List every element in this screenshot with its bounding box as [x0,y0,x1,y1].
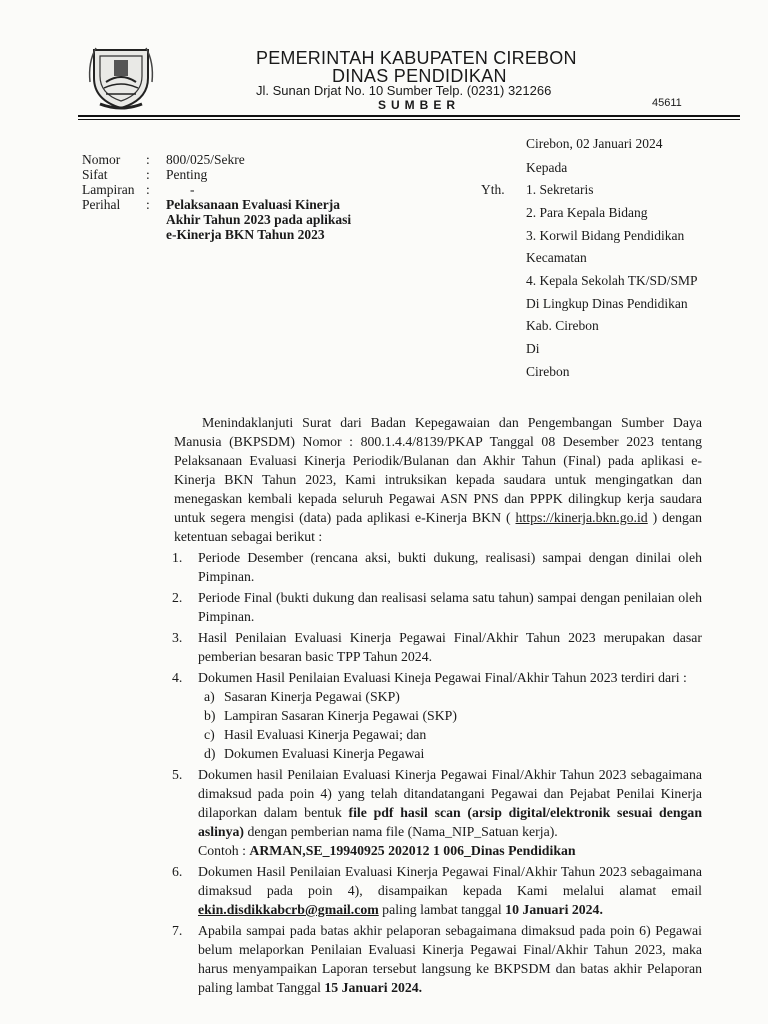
recipient-line: Kab. Cirebon [526,318,599,333]
meta-row-lampiran [82,182,420,197]
colon: : [146,152,150,167]
example-label: Contoh : [198,843,250,858]
letterhead-government: PEMERINTAH KABUPATEN CIREBON [256,48,577,68]
letterhead-address: Jl. Sunan Drjat No. 10 Sumber Telp. (0231) 321266 [256,83,552,98]
nomor-label: Nomor [82,152,121,167]
lampiran-value: - [190,182,195,197]
opening-paragraph [174,413,702,546]
item-text-main: Dokumen Hasil Penilaian Evaluasi Kineja Pegawai Final/Akhir Tahun 2023 terdiri dari : [198,670,687,685]
recipient-line: 4. Kepala Sekolah TK/SD/SMP [526,273,698,288]
recipient-line: 3. Korwil Bidang Pendidikan [526,228,685,243]
perihal-line: Pelaksanaan Evaluasi Kinerja [166,197,341,212]
item-text-part: Dokumen Hasil Penilaian Evaluasi Kinerja Pegawai Final/Akhir Tahun 2023 sebagaimana dimaksud pada poin 4), disampaikan kepada Kami melalui alamat email [198,864,702,898]
list-item [172,668,702,763]
item-text: Periode Final (bukti dukung dan realisasi selama satu tahun) sampai dengan penilaian oleh Pimpinan. [198,590,702,624]
sub-list [204,687,702,763]
meta-row-nomor [82,152,420,167]
item-text-part: dengan pemberian nama file (Nama_NIP_Satuan kerja). [244,824,558,839]
item-number: 2. [172,590,183,605]
item-text: Hasil Penilaian Evaluasi Kinerja Pegawai Final/Akhir Tahun 2023 merupakan dasar pemberian besaran basic TPP Tahun 2024. [198,630,702,664]
item-number: 5. [172,767,183,782]
letterhead-rule-thick [78,115,740,117]
sub-text: Sasaran Kinerja Pegawai (SKP) [224,689,400,704]
example-line [198,841,702,860]
bkn-link[interactable]: https://kinerja.bkn.go.id [515,510,648,525]
place-date: Cirebon, 02 Januari 2024 [526,136,663,151]
recipient-line: Kecamatan [526,250,587,265]
perihal-line: Akhir Tahun 2023 pada aplikasi [166,212,352,227]
paragraph-text: Menindaklanjuti Surat dari Badan Kepegawaian dan Pengembangan Sumber Daya Manusia (BKPSDM) Nomor : 800.1.4.4/8139/PKAP Tanggal 08 Desember 2023 tentang Pelaksanaan Evaluasi Kinerja Periodik/Bulanan dan Akhir Tahun (Final) pada aplikasi e-Kinerja BKN Tahun 2023, Kami intruksikan kepada saudara untuk mengingatkan dan menegaskan kembali kepada seluruh Pegawai ASN PNS dan PPPK dilingkup kerja saudara untuk segera mengisi (data) pada aplikasi e-Kinerja BKN ( [174,415,702,525]
colon: : [146,197,150,212]
colon: : [146,182,150,197]
sub-text: Lampiran Sasaran Kinerja Pegawai (SKP) [224,708,457,723]
sub-item [204,687,702,706]
letterhead-city: SUMBER [378,98,461,112]
perihal-value [166,197,396,242]
recipient-line: Di [526,341,540,356]
item-number: 3. [172,630,183,645]
item-text [198,765,702,860]
deadline-date: 15 Januari 2024. [324,980,423,995]
meta-row-sifat [82,167,420,182]
email-link[interactable]: ekin.disdikkabcrb@gmail.com [198,902,379,917]
item-text [198,862,702,919]
recipient-line: 2. Para Kepala Bidang [526,205,648,220]
list-item [172,862,702,919]
sub-item [204,706,702,725]
example-filename: ARMAN,SE_19940925 202012 1 006_Dinas Pendidikan [249,843,576,858]
sub-text: Hasil Evaluasi Kinerja Pegawai; dan [224,727,427,742]
postal-code: 45611 [652,97,682,109]
perihal-line: e-Kinerja BKN Tahun 2023 [166,227,325,242]
list-item [172,628,702,666]
recipient-line: Cirebon [526,364,570,379]
list-item [172,921,702,997]
letterhead-rule-thin [78,119,740,120]
list-item [172,588,702,626]
sub-number: d) [204,746,216,761]
item-text [198,921,702,997]
item-number: 6. [172,864,183,879]
sub-number: a) [204,689,215,704]
list-item [172,765,702,860]
sub-item [204,725,702,744]
sub-item [204,744,702,763]
instruction-list [172,548,702,999]
item-number: 4. [172,670,183,685]
item-text-part: Dokumen hasil Penilaian Evaluasi Kinerja Pegawai Final/Akhir Tahun 2023 sebagaimana dimaksud pada poin 4) yang telah ditandatangani Pegawai dan Pejabat Penilai Kinerja dilaporkan dalam bentuk [198,767,702,820]
perihal-label: Perihal [82,197,121,212]
government-seal-logo [86,42,156,110]
item-text-part: paling lambat tanggal [378,902,506,917]
sifat-label: Sifat [82,167,108,182]
list-item [172,548,702,586]
colon: : [146,167,150,182]
meta-row-perihal [82,197,420,242]
item-number: 1. [172,550,183,565]
recipient-line: 1. Sekretaris [526,182,594,197]
item-text-part: Apabila sampai pada batas akhir pelaporan sebagaimana dimaksud pada poin 6) Pegawai belum melaporkan Penilaian Evaluasi Kinerja Pegawai Final/Akhir Tahun 2023, maka harus menyampaikan Laporan tersebut langsung ke BKPSDM dan batas akhir Pelaporan paling lambat Tanggal [198,923,702,995]
sub-number: c) [204,727,215,742]
paragraph-text-end: ) dengan ketentuan sebagai berikut : [174,510,702,544]
recipient-block [526,136,698,379]
item-text: Periode Desember (rencana aksi, bukti dukung, realisasi) sampai dengan dinilai oleh Pimpinan. [198,550,702,584]
item-number: 7. [172,923,183,938]
sifat-value: Penting [166,167,208,182]
item-text-bold: file pdf hasil scan (arsip digital/elektronik sesuai dengan aslinya) [198,805,702,839]
letter-meta [82,152,420,242]
yth-label: Yth. [481,182,505,197]
nomor-value: 800/025/Sekre [166,152,245,167]
letterhead-department: DINAS PENDIDIKAN [332,66,507,86]
lampiran-label: Lampiran [82,182,135,197]
sub-number: b) [204,708,216,723]
deadline-date: 10 Januari 2024. [505,902,603,917]
sub-text: Dokumen Evaluasi Kinerja Pegawai [224,746,425,761]
kepada-label: Kepada [526,160,568,175]
recipient-line: Di Lingkup Dinas Pendidikan [526,296,688,311]
item-text [198,668,702,763]
